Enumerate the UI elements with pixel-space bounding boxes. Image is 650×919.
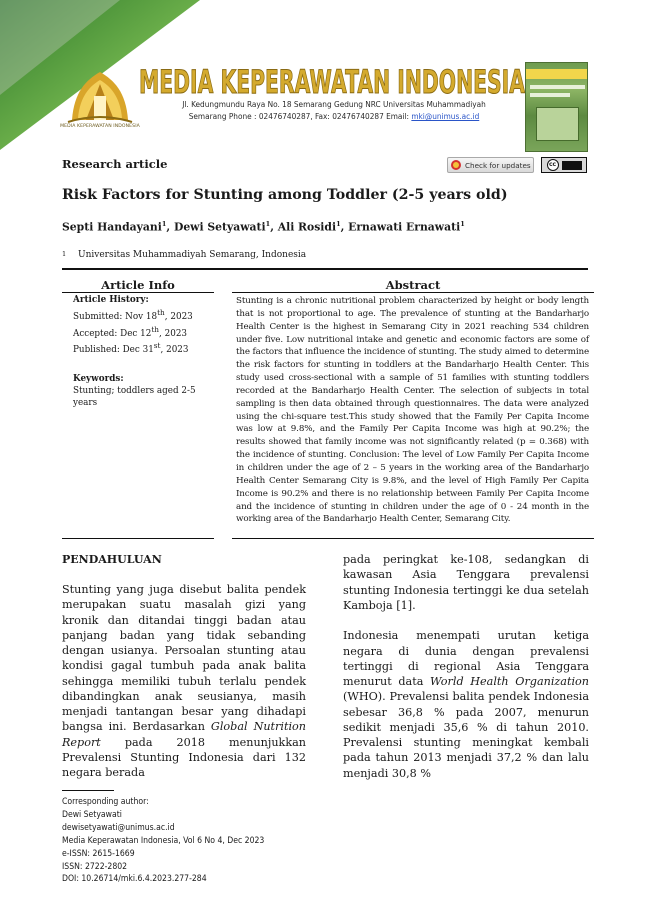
check-updates-label: Check for updates <box>465 160 531 170</box>
accepted-date: Accepted: Dec 12th, 2023 <box>73 324 188 339</box>
body-column-left <box>62 582 306 780</box>
corresponding-email[interactable]: dewisetyawati@unimus.ac.id <box>62 822 175 833</box>
corresponding-name: Dewi Setyawati <box>62 809 122 820</box>
affiliation: 1 Universitas Muhammadiyah Semarang, Indonesia <box>62 250 307 260</box>
footnote-divider <box>62 790 114 791</box>
keywords: Stunting; toddlers aged 2-5 years <box>73 385 196 408</box>
divider <box>232 538 594 539</box>
by-icon <box>562 161 582 170</box>
affiliation-text: Universitas Muhammadiyah Semarang, Indonesia <box>78 250 307 260</box>
cc-icon: cc <box>547 159 559 171</box>
author-name: Septi Handayani <box>62 220 162 234</box>
journal-logo-icon <box>64 62 136 130</box>
issn: ISSN: 2722-2802 <box>62 861 128 872</box>
paper-title: Risk Factors for Stunting among Toddler (2-5 years old) <box>62 187 508 203</box>
address-line-1: Jl. Kedungmundu Raya No. 18 Semarang Gedung NRC Universitas Muhammadiyah <box>182 99 486 109</box>
check-for-updates-button[interactable] <box>447 157 534 173</box>
journal-email-link[interactable]: mki@unimus.ac.id <box>411 111 480 121</box>
divider <box>62 538 214 539</box>
crossmark-icon <box>451 160 461 170</box>
eissn: e-ISSN: 2615-1669 <box>62 848 135 859</box>
published-date: Published: Dec 31st, 2023 <box>73 341 189 356</box>
author-name: Ernawati Ernawati <box>348 220 461 234</box>
address-phone-fax: Semarang Phone : 02476740287, Fax: 02476740287 Email: <box>188 111 412 121</box>
article-info-heading: Article Info <box>101 278 175 292</box>
journal-title-text: MEDIA KEPERAWATAN INDONESIA <box>139 63 526 101</box>
cc-license-badge[interactable] <box>541 157 587 173</box>
body-column-right <box>343 552 589 781</box>
footnote <box>62 796 264 886</box>
article-info <box>73 295 213 409</box>
author-name: Dewi Setyawati <box>173 220 266 234</box>
paragraph: Stunting yang juga disebut balita pendek merupakan suatu masalah gizi yang kronik dan ditandai tinggi badan atau panjang badan yang tidak sebanding dengan usianya. Persoalan stunting atau kondisi gagal tumbuh pada anak balita sehingga memiliki tubuh terlalu pendek dibandingkan anak seusianya, masih menjadi tantangan besar yang dihadapi bangsa ini. Berdasarkan Global Nutrition Report pada 2018 menunjukkan Prevalensi Stunting Indonesia dari 132 negara berada <box>62 583 306 779</box>
journal-cover-thumbnail <box>525 62 588 152</box>
article-type: Research article <box>62 157 168 171</box>
divider <box>62 292 214 293</box>
address-line-2 <box>150 111 518 121</box>
doi[interactable]: DOI: 10.26714/mki.6.4.2023.277-284 <box>62 874 207 885</box>
author-list: Septi Handayani$^1$, Dewi Setyawati$^1$, Ali Rosidi$^1$, Ernawati Ernawati$^1$ <box>62 220 465 234</box>
author-name: Ali Rosidi <box>277 220 337 234</box>
abstract-text: Stunting is a chronic nutritional problem characterized by height or body length that is not proportional to age. The prevalence of stunting at the Bandarharjo Health Center is the highest in Semarang City in 2021 reaching 534 children under five. Low nutritional intake and genetic and economic factors are some of the factors that influence the incidence of stunting. The study aimed to determine the risk factors for stunting in toddlers at the Bandarharjo Health Center. This study used cross-sectional with a sample of 51 families with stunting toddlers recorded at the Bandarharjo Health Center. The selection of subjects in total sampling is then data obtained through questionnaires. The data were analyzed using the chi-square test.This study showed that the Family Per Capita Income was low at 9.8%, and the Family Per Capita Income was high at 90.2%; the results showed that family income was not significantly related (p = 0.368) with the incidence of stunting. Conclusion: The level of Low Family Per Capita Income in children under the age of 2 – 5 years in the working area of the Bandarharjo Health Center Semarang City is 9.8%, and the level of High Family Per Capita Income is 90.2% and there is no relationship between Family Per Capita Income and the incidence of stunting in children under the age of 0 - 24 month in the working area of the Bandarharjo Health Center, Semarang City. <box>236 296 589 525</box>
history-label: Article History: <box>73 295 149 305</box>
corresponding-label: Corresponding author: <box>62 797 149 807</box>
paragraph: pada peringkat ke-108, sedangkan di kawasan Asia Tenggara prevalensi stunting Indonesia tertinggi ke dua setelah Kamboja [1]. <box>343 553 589 612</box>
abstract-heading: Abstract <box>385 278 441 292</box>
journal-citation: Media Keperawatan Indonesia, Vol 6 No 4, Dec 2023 <box>62 835 265 846</box>
divider <box>232 292 594 293</box>
paragraph: Indonesia menempati urutan ketiga negara di dunia dengan prevalensi tertinggi di regional Asia Tenggara menurut data World Health Organization (WHO). Prevalensi balita pendek Indonesia sebesar 36,8 % pada 2007, menurun sedikit menjadi 35,6 % di tahun 2010. Prevalensi stunting meningkat kembali pada tahun 2013 menjadi 37,2 % dan lalu menjadi 30,8 % <box>343 629 589 780</box>
logo-caption: MEDIA KEPERAWATAN INDONESIA <box>60 124 140 129</box>
journal-title <box>138 60 528 102</box>
submitted-date: Submitted: Nov 18th, 2023 <box>73 307 193 322</box>
keywords-label: Keywords: <box>73 373 124 384</box>
divider <box>62 268 588 270</box>
section-heading: PENDAHULUAN <box>62 553 162 566</box>
